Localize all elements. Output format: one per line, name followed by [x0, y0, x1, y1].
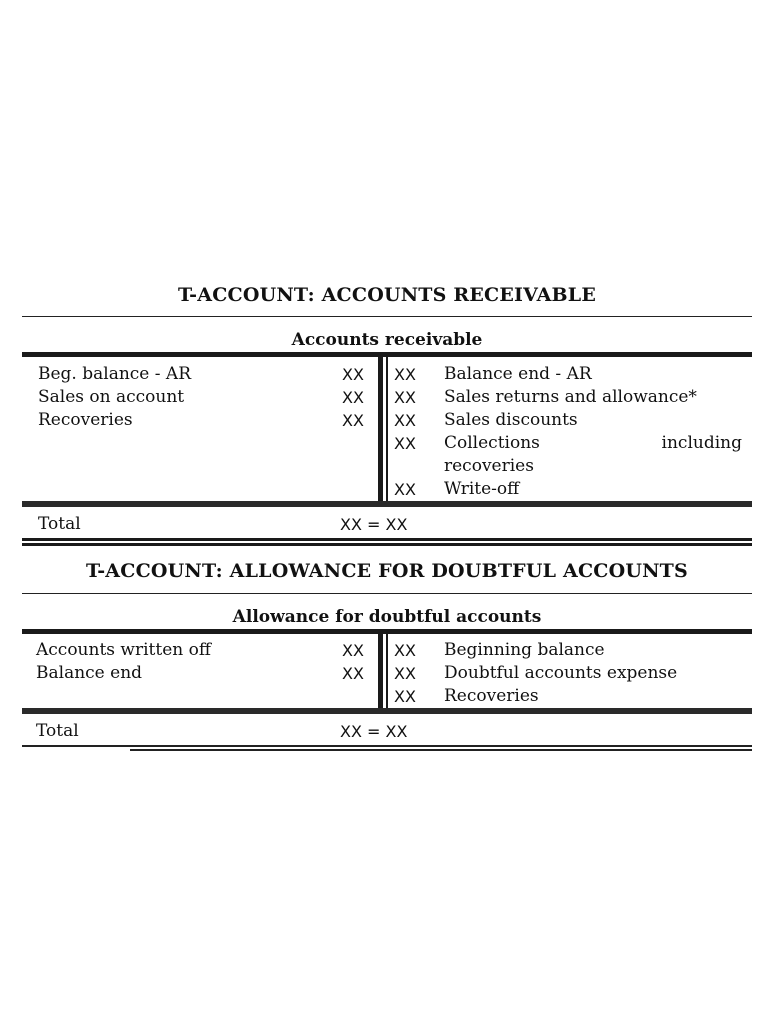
ar-section-title: T-ACCOUNT: ACCOUNTS RECEIVABLE	[177, 284, 597, 306]
afda-account-name: Allowance for doubtful accounts	[232, 607, 542, 627]
ar-credit-label-4-part2: including	[661, 433, 742, 453]
ar-credit-label-4-line2: recoveries	[444, 456, 534, 476]
afda-total-bottom-rule-1	[22, 745, 752, 747]
ar-debit-amount-3: XX	[342, 411, 364, 430]
ar-total-bottom-rule	[22, 538, 752, 546]
afda-credit-amount-3: XX	[394, 687, 416, 706]
ar-credit-label-4-line1	[444, 432, 742, 455]
afda-debit-amount-2: XX	[342, 664, 364, 683]
afda-total-label: Total	[36, 721, 79, 741]
afda-t-divider-thin	[386, 634, 388, 708]
afda-t-account	[22, 558, 752, 758]
ar-t-account	[22, 282, 752, 552]
ar-debit-label-1: Beg. balance - AR	[38, 364, 191, 384]
afda-credit-label-3: Recoveries	[444, 686, 539, 706]
afda-debit-label-1: Accounts written off	[36, 640, 211, 660]
afda-debit-amount-1: XX	[342, 641, 364, 660]
ar-debit-label-2: Sales on account	[38, 387, 185, 407]
afda-section-title: T-ACCOUNT: ALLOWANCE FOR DOUBTFUL ACCOUNTS	[86, 560, 688, 582]
afda-debit-label-2: Balance end	[36, 663, 143, 683]
ar-total-value: XX = XX	[340, 515, 408, 534]
ar-t-divider-thin	[386, 357, 388, 501]
ar-credit-label-4-part1: Collections	[444, 433, 540, 453]
ar-debit-amount-2: XX	[342, 388, 364, 407]
ar-credit-label-2: Sales returns and allowance*	[444, 387, 697, 407]
afda-title-rule	[22, 593, 752, 594]
afda-t-divider	[378, 634, 383, 708]
ar-credit-label-1: Balance end - AR	[444, 364, 592, 384]
afda-credit-label-2: Doubtful accounts expense	[444, 663, 678, 683]
ar-title-rule	[22, 316, 752, 317]
ar-credit-amount-1: XX	[394, 365, 416, 384]
afda-credit-label-1: Beginning balance	[444, 640, 605, 660]
afda-credit-amount-1: XX	[394, 641, 416, 660]
ar-debit-label-3: Recoveries	[38, 410, 133, 430]
ar-total-label: Total	[38, 514, 81, 534]
ar-account-name: Accounts receivable	[291, 330, 483, 350]
afda-total-top-rule	[22, 708, 752, 714]
ar-credit-amount-4: XX	[394, 434, 416, 453]
ar-total-top-rule	[22, 501, 752, 507]
ar-t-divider	[378, 357, 383, 501]
ar-credit-label-5: Write-off	[444, 479, 520, 499]
ar-debit-amount-1: XX	[342, 365, 364, 384]
ar-credit-label-3: Sales discounts	[444, 410, 578, 430]
afda-total-bottom-rule-2	[130, 749, 752, 751]
ar-credit-amount-3: XX	[394, 411, 416, 430]
ar-credit-amount-2: XX	[394, 388, 416, 407]
afda-credit-amount-2: XX	[394, 664, 416, 683]
ar-credit-amount-5: XX	[394, 480, 416, 499]
afda-total-value: XX = XX	[340, 722, 408, 741]
